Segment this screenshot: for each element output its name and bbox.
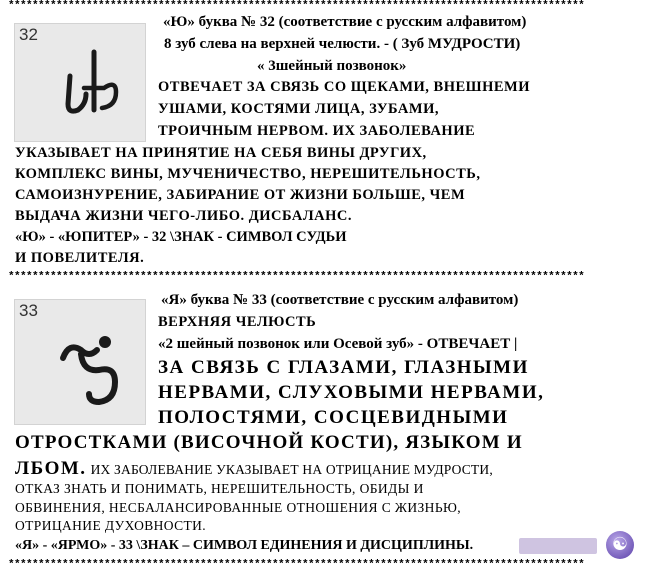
- letter-number: 32: [19, 25, 38, 44]
- section1-line: ТРОИЧНЫМ НЕРВОМ. ИХ ЗАБОЛЕВАНИЕ: [158, 123, 476, 139]
- separator-middle: ************************************************************************************************: [8, 271, 585, 283]
- section2-jaw: ВЕРХНЯЯ ЧЕЛЮСТЬ: [158, 314, 317, 330]
- swirl-logo-icon: ☯: [606, 531, 634, 559]
- section1-tooth: 8 зуб слева на верхней челюсти. - ( Зуб МУДРОСТИ): [164, 36, 521, 52]
- section2-small-line: ОТРИЦАНИЕ ДУХОВНОСТИ.: [15, 518, 207, 533]
- section2-vertebra: «2 шейный позвонок или Осевой зуб» - ОТВЕЧАЕТ |: [158, 336, 518, 352]
- section2-big-line: НЕРВАМИ, СЛУХОВЫМИ НЕРВАМИ,: [158, 382, 545, 403]
- section1-line: УКАЗЫВАЕТ НА ПРИНЯТИЕ НА СЕБЯ ВИНЫ ДРУГИХ,: [15, 145, 427, 161]
- yu-glyph-icon: [60, 44, 130, 124]
- separator-bottom: ************************************************************************************************: [8, 559, 585, 571]
- section1-line: САМОИЗНУРЕНИЕ, ЗАБИРАНИЕ ОТ ЖИЗНИ БОЛЬШЕ, ЧЕМ: [15, 187, 466, 203]
- section2-title: «Я» буква № 33 (соответствие с русским алфавитом): [161, 292, 519, 308]
- section2-big-line: ПОЛОСТЯМИ, СОСЦЕВИДНЫМИ: [158, 407, 509, 428]
- section1-line: И ПОВЕЛИТЕЛЯ.: [15, 250, 145, 266]
- section2-big-line: ОТРОСТКАМИ (ВИСОЧНОЙ КОСТИ), ЯЗЫКОМ И: [15, 432, 523, 453]
- section2-mixed-line: [15, 458, 493, 480]
- ya-glyph-icon: [53, 324, 143, 414]
- letter-ya-image: [14, 299, 146, 425]
- section1-line: УШАМИ, КОСТЯМИ ЛИЦА, ЗУБАМИ,: [158, 101, 439, 117]
- section2-mixed-small: ИХ ЗАБОЛЕВАНИЕ УКАЗЫВАЕТ НА ОТРИЦАНИЕ МУДРОСТИ,: [90, 462, 493, 477]
- section2-mixed-big: ЛБОМ.: [15, 458, 87, 479]
- letter-number: 33: [19, 301, 38, 320]
- separator-top: ************************************************************************************************: [8, 0, 585, 12]
- section2-symbol: «Я» - «ЯРМО» - 33 \ЗНАК – СИМВОЛ ЕДИНЕНИЯ И ДИСЦИПЛИНЫ.: [15, 538, 474, 553]
- section2-small-line: ОТКАЗ ЗНАТЬ И ПОНИМАТЬ, НЕРЕШИТЕЛЬНОСТЬ, ОБИДЫ И: [15, 481, 424, 496]
- section1-title: «Ю» буква № 32 (соответствие с русским алфавитом): [163, 14, 527, 30]
- watermark-stamp: [519, 538, 597, 554]
- letter-yu-image: [14, 23, 146, 142]
- section2-small-line: ОБВИНЕНИЯ, НЕСБАЛАНСИРОВАННЫЕ ОТНОШЕНИЯ С ЖИЗНЬЮ,: [15, 500, 462, 515]
- section2-big-line: ЗА СВЯЗЬ С ГЛАЗАМИ, ГЛАЗНЫМИ: [158, 357, 529, 378]
- section1-line: КОМПЛЕКС ВИНЫ, МУЧЕНИЧЕСТВО, НЕРЕШИТЕЛЬНОСТЬ,: [15, 166, 481, 182]
- section1-line: ВЫДАЧА ЖИЗНИ ЧЕГО-ЛИБО. ДИСБАЛАНС.: [15, 208, 352, 224]
- section1-vertebra: « 3шейный позвонок»: [257, 58, 407, 74]
- section1-symbol: «Ю» - «ЮПИТЕР» - 32 \ЗНАК - СИМВОЛ СУДЬИ: [15, 229, 347, 245]
- section1-line: ОТВЕЧАЕТ ЗА СВЯЗЬ СО ЩЕКАМИ, ВНЕШНЕМИ: [158, 79, 531, 95]
